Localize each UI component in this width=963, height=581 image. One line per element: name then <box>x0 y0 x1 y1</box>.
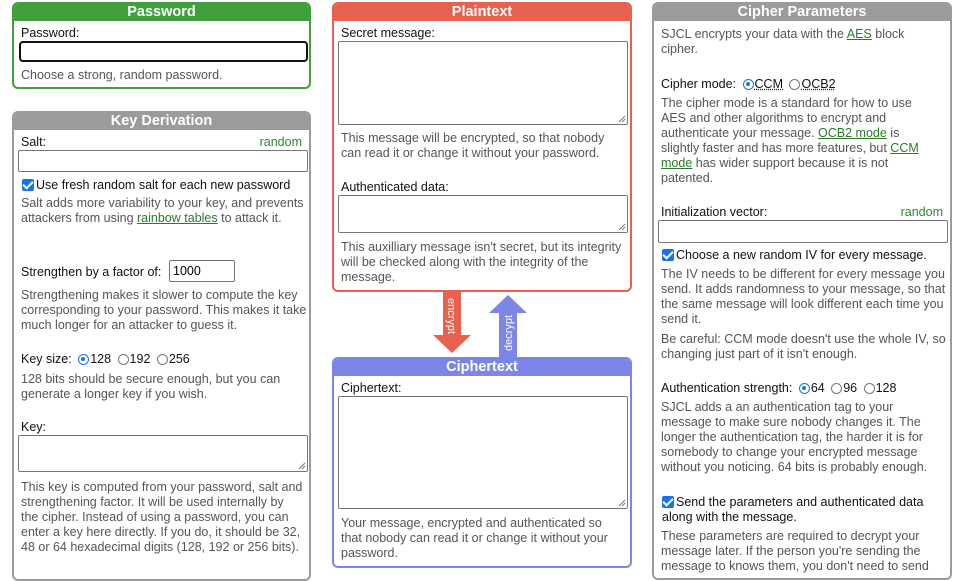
rainbow-tables-link[interactable]: rainbow tables <box>137 211 218 225</box>
resize-grip-icon[interactable] <box>618 223 626 231</box>
ciphertext-textarea[interactable] <box>338 396 628 509</box>
cipher-intro <box>661 27 941 57</box>
send-params-label: Send the parameters and authenticated data along with the message. <box>662 495 924 524</box>
password-label: Password: <box>21 26 80 40</box>
salt-random-link[interactable]: random <box>259 135 302 149</box>
strengthen-input[interactable] <box>169 260 235 282</box>
iv-random-link[interactable]: random <box>900 205 943 219</box>
ciphertext-help: Your message, encrypted and authenticated so that nobody can read it or change it without your password. <box>341 516 608 560</box>
cipher-mode-help <box>661 96 936 186</box>
encrypt-arrow-label: encrypt <box>445 298 457 335</box>
auth-strength-128-radio[interactable] <box>864 383 875 394</box>
ocb2-mode-link[interactable]: OCB2 mode <box>818 126 887 140</box>
cipher-intro-text-end: block cipher. <box>661 27 905 56</box>
iv-label: Initialization vector: <box>661 205 768 219</box>
decrypt-arrow[interactable] <box>489 295 527 357</box>
ciphertext-panel <box>332 357 632 568</box>
key-textarea[interactable] <box>18 435 308 472</box>
cipher-mode-ocb2-radio[interactable] <box>789 79 800 90</box>
cipher-mode-ccm-label: CCM <box>754 77 783 91</box>
ccm-mode-link[interactable]: CCM mode <box>661 141 919 170</box>
key-size-128-label: 128 <box>90 352 112 366</box>
ciphertext-label: Ciphertext: <box>341 381 402 395</box>
secret-message-help: This message will be encrypted, so that nobody can read it or change it without your password. <box>341 131 605 160</box>
secret-message-label: Secret message: <box>341 26 435 40</box>
key-size-128-radio[interactable] <box>78 354 89 365</box>
cipher-mode-help-text: The cipher mode is a standard for how to use AES and other algorithms to encrypt and authenticate your message. <box>661 96 912 140</box>
cipher-mode-row <box>661 77 836 91</box>
password-panel <box>12 2 311 89</box>
cipher-mode-ocb2-label: OCB2 <box>801 77 836 91</box>
key-size-192-label: 192 <box>129 352 151 366</box>
salt-help <box>21 196 306 226</box>
auth-strength-96-radio[interactable] <box>831 383 842 394</box>
authenticated-data-label: Authenticated data: <box>341 180 449 194</box>
decrypt-arrow-label: decrypt <box>503 314 515 351</box>
key-size-row <box>21 352 190 366</box>
auth-strength-96-label: 96 <box>843 381 858 395</box>
key-size-256-radio[interactable] <box>157 354 168 365</box>
key-derivation-panel <box>12 111 311 581</box>
key-derivation-title: Key Derivation <box>13 112 310 130</box>
iv-help: The IV needs to be different for every message you send. It adds randomness to your message, so that the same message will look different each time you send it. <box>661 267 946 326</box>
auth-strength-help: SJCL adds a an authentication tag to your message to make sure nobody changes it. The longer the authentication tag, the harder it is for somebody to change your encrypted message without you noticing. 64 bits is probably enough. <box>661 400 928 474</box>
password-title: Password <box>13 3 310 21</box>
resize-grip-icon[interactable] <box>298 462 306 470</box>
send-params-checkbox[interactable] <box>662 496 674 508</box>
key-size-256-label: 256 <box>168 352 190 366</box>
secret-message-textarea[interactable] <box>338 41 628 125</box>
iv-checkbox-label: Choose a new random IV for every message. <box>676 248 927 262</box>
aes-link[interactable]: AES <box>846 27 872 41</box>
key-size-help: 128 bits should be secure enough, but you can generate a longer key if you wish. <box>21 372 281 401</box>
auth-strength-64-radio[interactable] <box>799 383 810 394</box>
password-input[interactable] <box>19 41 308 62</box>
send-params-help: These parameters are required to decrypt your message later. If the person you're sending the message to knows them, you don't need to send <box>661 529 929 573</box>
fresh-salt-checkbox[interactable] <box>22 179 34 191</box>
key-size-label: Key size: <box>21 352 72 366</box>
salt-help-text: Salt adds more variability to your key, and prevents attackers from using <box>21 196 304 225</box>
strengthen-help: Strengthening makes it slower to compute the key corresponding to your password. This makes it take much longer for an attacker to guess it. <box>21 288 307 332</box>
iv-checkbox[interactable] <box>662 249 674 261</box>
cipher-parameters-panel <box>652 2 952 580</box>
key-size-192-radio[interactable] <box>118 354 129 365</box>
fresh-salt-label: Use fresh random salt for each new password <box>36 178 291 192</box>
auth-strength-64-label: 64 <box>810 381 825 395</box>
encrypt-decrypt-arrows <box>432 291 532 357</box>
plaintext-title: Plaintext <box>333 3 631 21</box>
salt-input[interactable] <box>18 150 308 172</box>
auth-strength-row <box>661 381 896 395</box>
auth-strength-label: Authentication strength: <box>661 381 793 395</box>
encrypt-arrow[interactable] <box>433 291 471 353</box>
authenticated-data-textarea[interactable] <box>338 195 628 233</box>
key-label: Key: <box>21 420 47 434</box>
resize-grip-icon[interactable] <box>618 115 626 123</box>
cipher-intro-text: SJCL encrypts your data with the <box>661 27 847 41</box>
fresh-salt-checkbox-row[interactable] <box>22 178 290 192</box>
auth-strength-128-label: 128 <box>875 381 897 395</box>
iv-checkbox-row[interactable] <box>662 248 927 262</box>
plaintext-panel <box>332 2 632 292</box>
key-help: This key is computed from your password, salt and strengthening factor. It will be used internally by the cipher. Instead of using a password, you can enter a key here directly. If you do, it should be 32, 48 or 64 hexadecimal digits (128, 192 or 256 bits). <box>21 480 303 554</box>
strengthen-label: Strengthen by a factor of: <box>21 265 162 279</box>
ciphertext-title: Ciphertext <box>333 358 631 376</box>
cipher-mode-ccm-radio[interactable] <box>743 79 754 90</box>
iv-careful-note: Be careful: CCM mode doesn't use the whole IV, so changing just part of it isn't enough. <box>661 332 946 361</box>
send-params-checkbox-row[interactable] <box>662 495 947 525</box>
cipher-parameters-title: Cipher Parameters <box>653 3 951 21</box>
salt-help-text-end: to attack it. <box>217 211 282 225</box>
authenticated-data-help: This auxilliary message isn't secret, but its integrity will be checked along with the integrity of the message. <box>341 240 622 284</box>
password-help: Choose a strong, random password. <box>21 68 223 82</box>
cipher-mode-label: Cipher mode: <box>661 77 737 91</box>
resize-grip-icon[interactable] <box>618 499 626 507</box>
cipher-mode-help-text-2: is slightly faster and has more features, but <box>661 126 900 155</box>
salt-label: Salt: <box>21 135 47 149</box>
cipher-mode-help-text-3: has wider support because it is not patented. <box>661 156 889 185</box>
iv-input[interactable] <box>658 220 948 243</box>
